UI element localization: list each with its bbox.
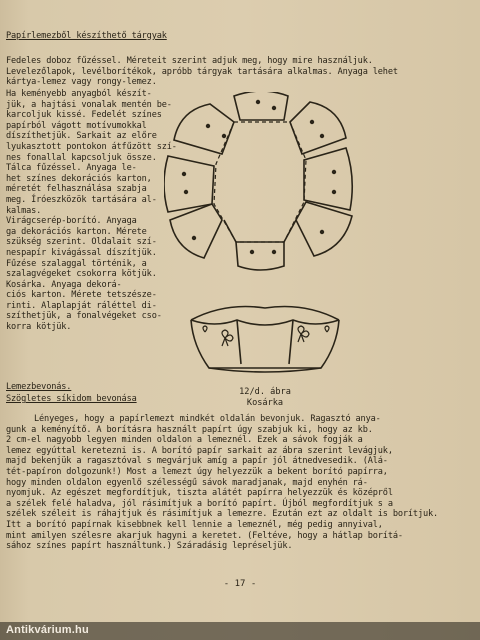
page-number: - 17 -: [223, 579, 257, 589]
section2-body: [6, 414, 438, 552]
section1-line-3: Ha keményebb anyagból készít-: [6, 89, 152, 99]
section2-line-6: hogy minden oldalon egyenlő szélességű sávok maradjanak, majd enyhén rá-: [6, 477, 368, 488]
section1-line-4: jük, a hajtási vonalak mentén be-: [6, 99, 172, 110]
section1-line-20: szalagvégeket csokorra kötjük.: [6, 269, 157, 280]
section1-line-15: Virágcserép-borító. Anyaga: [6, 216, 137, 227]
section1-line-25: korra kötjük.: [6, 322, 72, 333]
watermark-bar: [0, 622, 480, 640]
section2-line-10: Itt a borító papírnak kisebbnek kell lennie a lemeznél, még pedig annyival,: [6, 519, 383, 530]
section1-intro: [6, 56, 398, 88]
section2-line-7: nyomjuk. Az egészet megfordítjuk, tiszta alátét papírra helyezzük és középről: [6, 488, 393, 499]
section2-heading1: Lemezbevonás.: [6, 382, 72, 392]
section2-heading2: Szögletes síkidom bevonása: [6, 394, 137, 404]
section1-line-19: Fűzése szalaggal történik, a: [6, 258, 147, 269]
section1-line-12: méretét felhasználása szabja: [6, 184, 147, 195]
basket-figure: [185, 298, 345, 378]
section2-line-4: majd bekenjük a ragasztóval s megvárjuk amíg a papír jól átnedvesedik. (Alá-: [6, 456, 388, 467]
watermark-text: Antikvárium.hu: [6, 624, 89, 636]
section1-line-5: karcoljuk kissé. Fedelét színes: [6, 110, 162, 121]
section1-line-7: díszíthetjük. Sarkait az előre: [6, 131, 157, 142]
section2-line-0: Lényeges, hogy a papírlemezt mindkét oldalán bevonjuk. Ragasztó anya-: [34, 414, 381, 424]
section1-line-2: kártya-lemez vagy rongy-lemez.: [6, 77, 157, 88]
section1-line-14: kalmas.: [6, 205, 42, 216]
section1-line-18: nespapír kivágással díszítjük.: [6, 247, 157, 258]
section1-line-9: nes fonallal kapcsoljuk össze.: [6, 152, 157, 163]
page-header: Papírlemezből készíthető tárgyak: [6, 31, 167, 41]
section2-line-5: tét-papíron dolgozunk!) Most a lemezt úgy helyezzük a bekent borító papírra,: [6, 466, 388, 477]
section2-line-1: gunk a keményítő. A borításra használt papírt úgy szabjuk ki, hogy az kb.: [6, 424, 373, 435]
section2-line-9: szélek széleit is ráhajtjuk és rásimítjuk a lemezre. Ezután ezt az oldalt is borítjuk.: [6, 509, 439, 520]
section1-line-21: Kosárka. Anyaga dekorá-: [6, 279, 122, 290]
figure-number: 12/d. ábra: [239, 387, 291, 397]
section1-line-23: rinti. Alaplapját ráléttel di-: [6, 300, 157, 311]
figure-caption: [200, 387, 330, 409]
section1-line-0: Fedeles doboz fűzéssel. Méreteit szerint adjuk meg, hogy mire használjuk.: [6, 56, 373, 66]
section1-line-8: lyukasztott pontokon átfűzött szí-: [6, 141, 177, 152]
section1-line-1: Levelezőlapok, levélborítékok, apróbb tárgyak tartására alkalmas. Anyaga lehet: [6, 66, 398, 77]
section2-line-2: 2 cm-el nagyobb legyen minden oldalon a lemeznél. Ezek a sávok fogják a: [6, 435, 363, 446]
section1-line-13: meg. Íróeszközök tartására al-: [6, 194, 157, 205]
figure-name: Kosárka: [246, 398, 284, 408]
section1-line-24: szíthetjük, a fonalvégeket cso-: [6, 311, 162, 322]
section1-column: [6, 89, 176, 333]
section2-line-8: a szélek felé haladva, jól rásimítjuk a borító papírt. Újból megfordítjuk s a: [6, 498, 393, 509]
section2-line-11: mint amilyen szélesre akarjuk hagyni a keretet. (Feltéve, hogy a hátlap borítá-: [6, 530, 403, 541]
section2-line-3: lemez egyúttal keretezni is. A borító papír sarkait az ábra szerint levágjuk,: [6, 445, 393, 456]
box-net-figure: [164, 92, 354, 272]
section2-line-12: sához színes papírt használtunk.) Száradásig lepréseljük.: [6, 541, 293, 552]
section1-line-16: ga dekorációs karton. Mérete: [6, 226, 147, 237]
section1-line-11: het színes dekorációs karton,: [6, 173, 152, 184]
section1-line-6: papírból vágott motívumokkal: [6, 120, 147, 131]
section1-line-17: szükség szerint. Oldalait szí-: [6, 237, 157, 248]
section1-line-22: ciós karton. Mérete tetszésze-: [6, 290, 157, 301]
section1-line-10: Tálca fűzéssel. Anyaga le-: [6, 163, 137, 174]
